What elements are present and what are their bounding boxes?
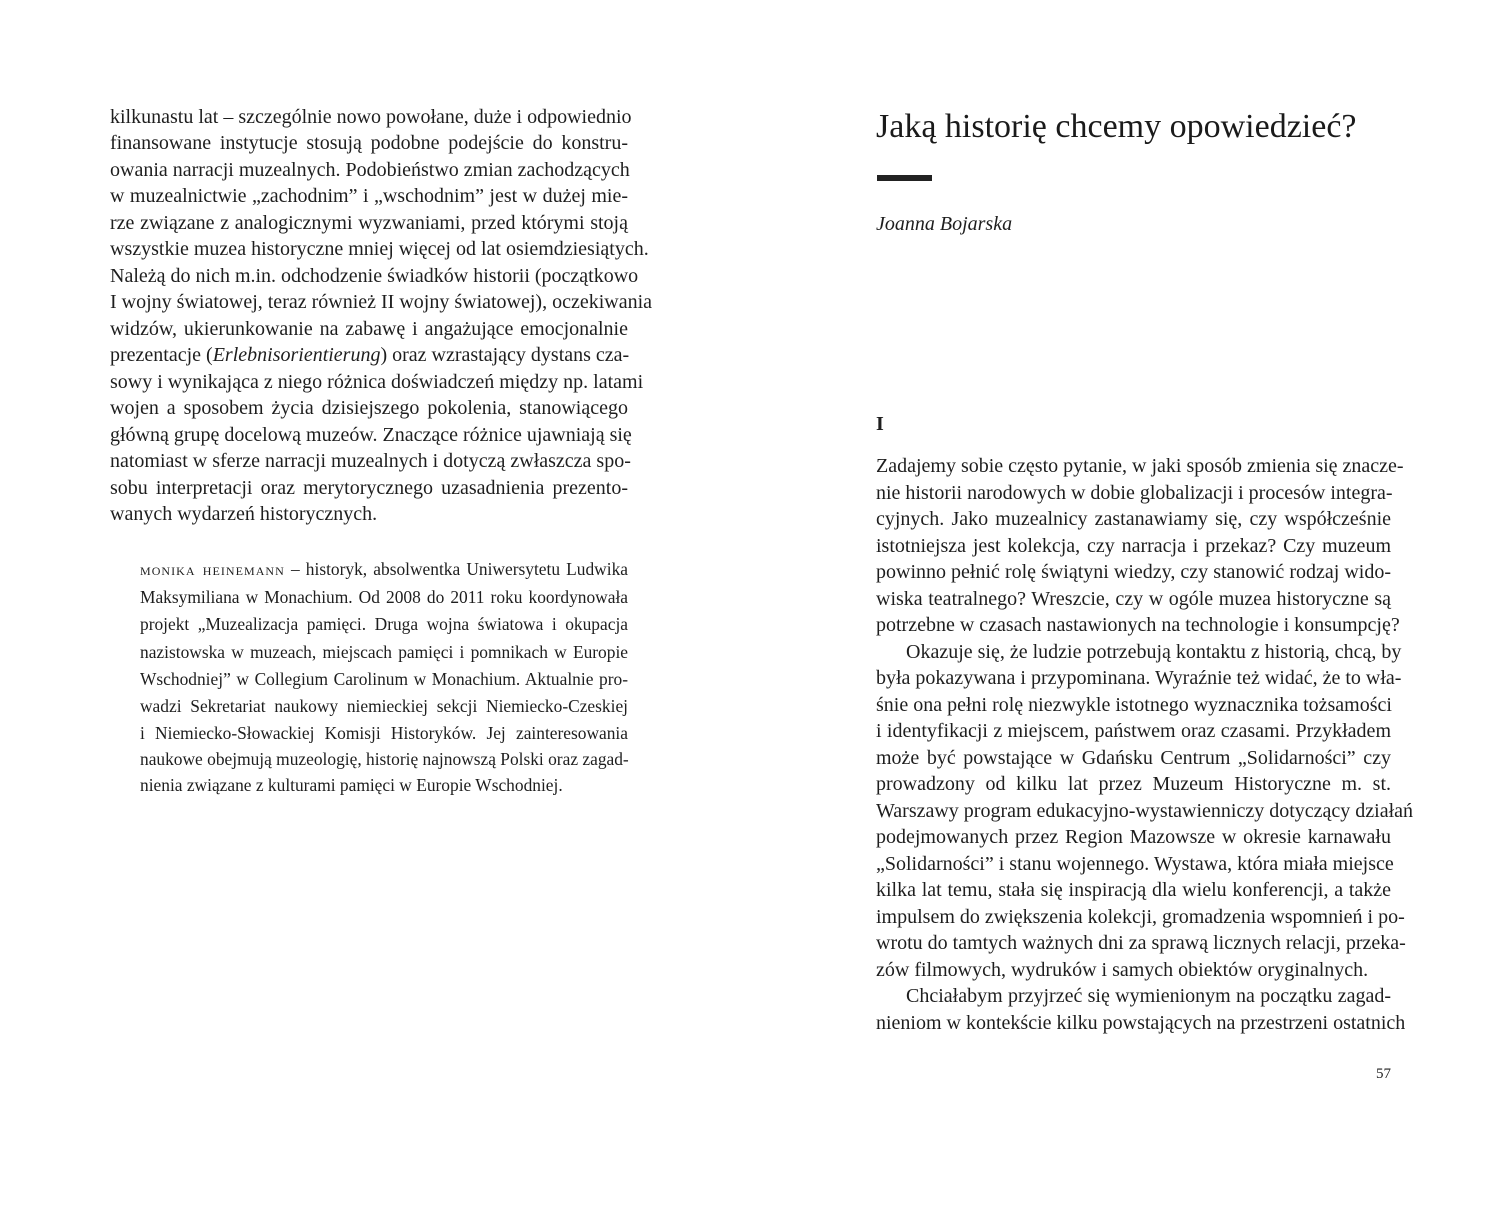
bio-line: i Niemiecko-Słowackiej Komisji Historyków. Jej zainteresowania [140, 723, 628, 743]
text-line: w muzealnictwie „zachodnim” i „wschodnim” jest w dużej mie- [110, 185, 628, 207]
paragraph-start-line: Okazuje się, że ludzie potrzebują kontaktu z historią, chcą, by [906, 641, 1402, 663]
text-line: cyjnych. Jako muzealnicy zastanawiamy się, czy współcześnie [876, 508, 1391, 530]
text-line: Zadajemy sobie często pytanie, w jaki sposób zmienia się znacze- [876, 455, 1404, 477]
text-line: była pokazywana i przypominana. Wyraźnie też widać, że to wła- [876, 667, 1402, 689]
bio-line: Wschodniej” w Collegium Carolinum w Monachium. Aktualnie pro- [140, 669, 628, 689]
text-line: nie historii narodowych w dobie globalizacji i procesów integra- [876, 482, 1393, 504]
bio-line: naukowe obejmują muzeologię, historię najnowszą Polski oraz zagad- [140, 749, 629, 769]
text-line: śnie ona pełni rolę niezwykle istotnego wyznacznika tożsamości [876, 694, 1392, 716]
page-number: 57 [1376, 1066, 1391, 1082]
article-author: Joanna Bojarska [876, 213, 1013, 235]
text-line: sobu interpretacji oraz merytorycznego uzasadnienia prezento- [110, 477, 628, 499]
bio-line: Maksymiliana w Monachium. Od 2008 do 2011 roku koordynowała [140, 587, 628, 607]
text-line: zów filmowych, wydruków i samych obiektów oryginalnych. [876, 959, 1369, 981]
text-line: owania narracji muzealnych. Podobieństwo zmian zachodzących [110, 159, 630, 181]
text-segment: ) oraz wzrastający dystans cza- [380, 344, 630, 366]
text-line: Warszawy program edukacyjno-wystawienniczy dotyczący działań [876, 800, 1414, 822]
italic-term: Erlebnisorientierung [212, 344, 381, 366]
section-number: I [876, 413, 884, 435]
text-line: sowy i wynikająca z niego różnica doświadczeń między np. latami [110, 371, 644, 393]
text-line-with-italic [110, 342, 628, 368]
text-line: główną grupę docelową muzeów. Znaczące różnice ujawniają się [110, 424, 632, 446]
text-line: impulsem do zwiększenia kolekcji, gromadzenia wspomnień i po- [876, 906, 1405, 928]
text-line: wiska teatralnego? Wreszcie, czy w ogóle muzea historyczne są [876, 588, 1391, 610]
article-title: Jaką historię chcemy opowiedzieć? [876, 108, 1357, 145]
text-line: natomiast w sferze narracji muzealnych i dotyczą zwłaszcza spo- [110, 450, 631, 472]
text-line: i identyfikacji z miejscem, państwem oraz czasami. Przykładem [876, 720, 1391, 742]
bio-line: nazistowska w muzeach, miejscach pamięci i pomnikach w Europie [140, 642, 628, 662]
bio-line [140, 557, 628, 581]
bio-line: projekt „Muzealizacja pamięci. Druga wojna światowa i okupacja [140, 614, 628, 634]
text-line: wanych wydarzeń historycznych. [110, 503, 378, 525]
paragraph-start-line: Chciałabym przyjrzeć się wymienionym na początku zagad- [906, 985, 1391, 1007]
text-line: wszystkie muzea historyczne mniej więcej od lat osiemdziesiątych. [110, 238, 649, 260]
text-line: I wojny światowej, teraz również II wojny światowej), oczekiwania [110, 291, 653, 313]
title-rule [877, 175, 932, 181]
text-line: widzów, ukierunkowanie na zabawę i angażujące emocjonalnie [110, 318, 628, 340]
text-segment: prezentacje ( [110, 344, 213, 366]
right-page [750, 0, 1500, 1212]
text-line: potrzebne w czasach nastawionych na technologie i konsumpcję? [876, 614, 1400, 636]
text-line: może być powstające w Gdańsku Centrum „Solidarności” czy [876, 747, 1391, 769]
text-line: prowadzony od kilku lat przez Muzeum Historyczne m. st. [876, 773, 1391, 795]
text-line: „Solidarności” i stanu wojennego. Wystawa, która miała miejsce [876, 853, 1394, 875]
text-line: finansowane instytucje stosują podobne podejście do konstru- [110, 132, 628, 154]
text-line: rze związane z analogicznymi wyzwaniami, przed którymi stoją [110, 212, 628, 234]
text-line: powinno pełnić rolę świątyni wiedzy, czy stanowić rodzaj wido- [876, 561, 1391, 583]
text-line: Należą do nich m.in. odchodzenie świadków historii (początkowo [110, 265, 639, 287]
text-line: kilkunastu lat – szczególnie nowo powołane, duże i odpowiednio [110, 106, 632, 128]
text-line: wrotu do tamtych ważnych dni za sprawą licznych relacji, przeka- [876, 932, 1406, 954]
text-line: kilka lat temu, stała się inspiracją dla wielu konferencji, a także [876, 879, 1391, 901]
text-segment: – historyk, absolwentka Uniwersytetu Ludwika [284, 559, 628, 579]
text-line: istotniejsza jest kolekcja, czy narracja i przekaz? Czy muzeum [876, 535, 1391, 557]
bio-author-name: monika heinemann [140, 559, 285, 579]
text-line: wojen a sposobem życia dzisiejszego pokolenia, stanowiącego [110, 397, 628, 419]
bio-line: wadzi Sekretariat naukowy niemieckiej sekcji Niemiecko-Czeskiej [140, 696, 628, 716]
text-line: podejmowanych przez Region Mazowsze w okresie karnawału [876, 826, 1391, 848]
bio-line: nienia związane z kulturami pamięci w Europie Wschodniej. [140, 775, 563, 795]
text-line: nieniom w kontekście kilku powstających na przestrzeni ostatnich [876, 1012, 1406, 1034]
